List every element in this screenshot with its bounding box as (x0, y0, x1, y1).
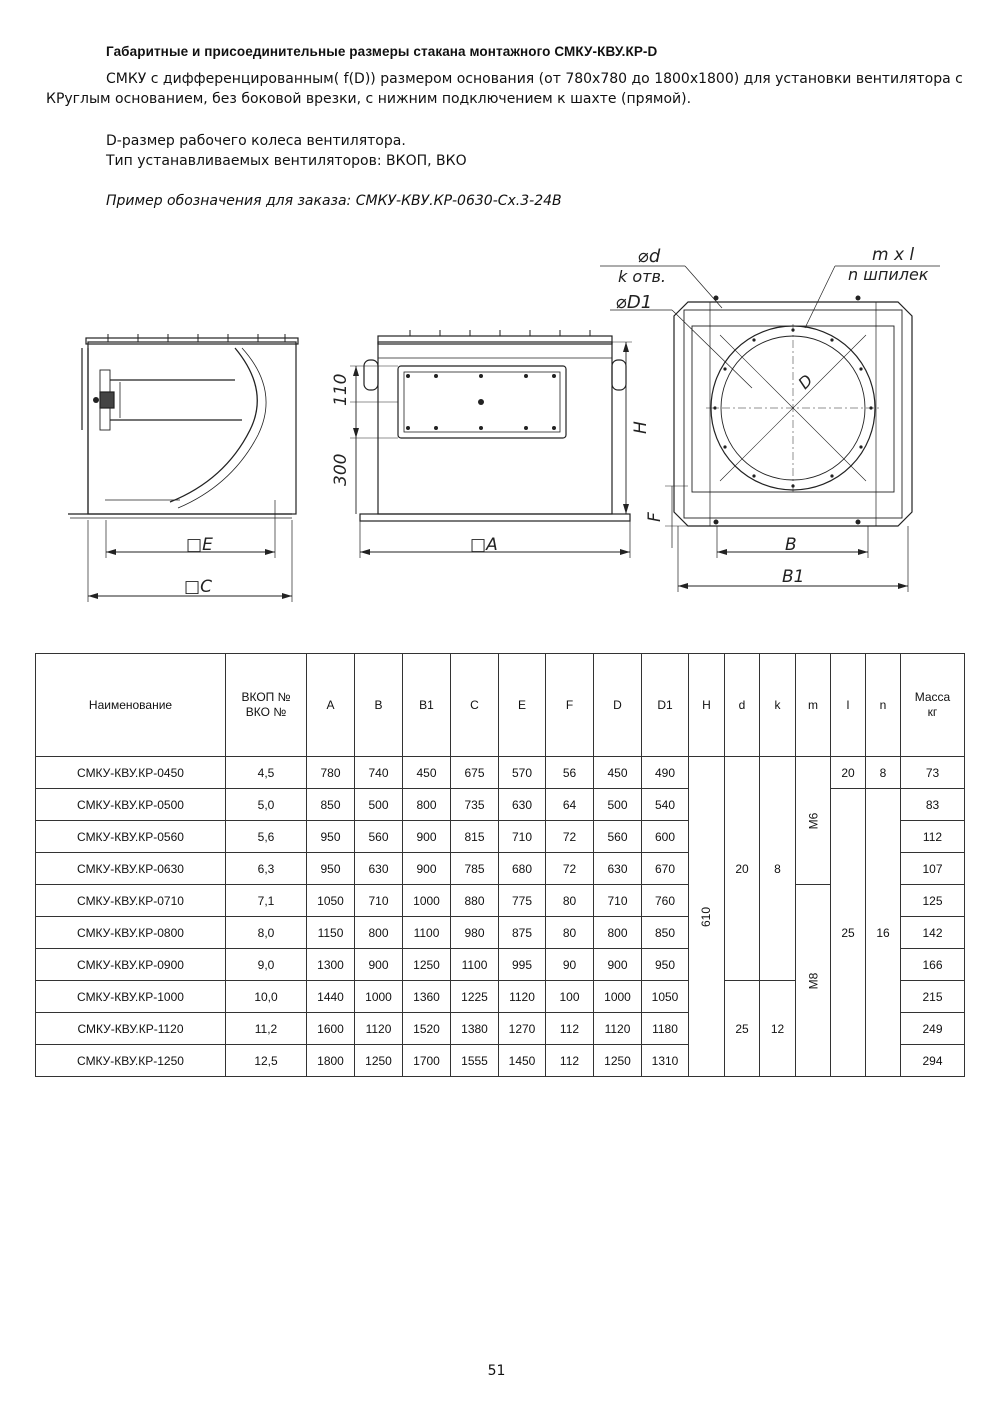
cell-A: 1800 (307, 1045, 355, 1077)
cell-fan: 6,3 (226, 853, 307, 885)
cell-B: 630 (355, 853, 403, 885)
cell-C: 1100 (451, 949, 499, 981)
cell-name: СМКУ-КВУ.КР-1000 (36, 981, 226, 1013)
cell-B1: 800 (403, 789, 451, 821)
cell-name: СМКУ-КВУ.КР-1120 (36, 1013, 226, 1045)
cell-F: 90 (546, 949, 594, 981)
cell-C: 815 (451, 821, 499, 853)
cell-mass: 112 (901, 821, 965, 853)
cell-D: 710 (594, 885, 642, 917)
cell-m-value-b: M8 (805, 972, 820, 989)
description-line-2: КРуглым основанием, без боковой врезки, с нижним подключением к шахте (прямой). (46, 91, 692, 107)
label-n-studs: n шпилек (848, 265, 929, 284)
cell-name: СМКУ-КВУ.КР-0900 (36, 949, 226, 981)
cell-l-group-a: 20 (831, 757, 866, 789)
cell-fan: 12,5 (226, 1045, 307, 1077)
cell-F: 64 (546, 789, 594, 821)
cell-C: 880 (451, 885, 499, 917)
cell-D1: 1180 (642, 1013, 689, 1045)
cell-k-group-b: 12 (760, 981, 796, 1077)
cell-C: 735 (451, 789, 499, 821)
label-H: H (631, 421, 651, 434)
cell-B: 1120 (355, 1013, 403, 1045)
cell-D1: 490 (642, 757, 689, 789)
header-fan: ВКОП № ВКО № (226, 654, 307, 757)
cell-B1: 1000 (403, 885, 451, 917)
description-line-1: СМКУ с дифференцированным( f(D)) размером основания (от 780х780 до 1800х1800) для установки вентилятора с (106, 71, 963, 87)
cell-C: 785 (451, 853, 499, 885)
cell-H-value: 610 (699, 906, 714, 927)
cell-fan: 5,0 (226, 789, 307, 821)
cell-mass: 294 (901, 1045, 965, 1077)
cell-B: 800 (355, 917, 403, 949)
table-header-row (36, 654, 965, 757)
cell-A: 1600 (307, 1013, 355, 1045)
front-view (350, 330, 632, 558)
cell-D: 500 (594, 789, 642, 821)
order-example: Пример обозначения для заказа: СМКУ-КВУ.КР-0630-Сх.3-24В (106, 193, 562, 209)
cell-name: СМКУ-КВУ.КР-0800 (36, 917, 226, 949)
cell-name: СМКУ-КВУ.КР-0500 (36, 789, 226, 821)
label-F: F (645, 512, 665, 522)
label-C: □C (184, 577, 212, 597)
label-A: □A (470, 535, 498, 555)
cell-fan: 5,6 (226, 821, 307, 853)
label-E: □E (186, 535, 213, 555)
cell-fan: 9,0 (226, 949, 307, 981)
cell-k-group-a: 8 (760, 757, 796, 981)
cell-D1: 760 (642, 885, 689, 917)
label-D: D (794, 370, 817, 393)
cell-name: СМКУ-КВУ.КР-0450 (36, 757, 226, 789)
cell-B: 1250 (355, 1045, 403, 1077)
cell-B1: 1520 (403, 1013, 451, 1045)
cell-D: 1250 (594, 1045, 642, 1077)
cell-C: 1555 (451, 1045, 499, 1077)
cell-D: 450 (594, 757, 642, 789)
cell-F: 72 (546, 821, 594, 853)
cell-l-group-b: 25 (831, 789, 866, 1077)
cell-E: 775 (499, 885, 546, 917)
cell-D1: 600 (642, 821, 689, 853)
cell-D1: 950 (642, 949, 689, 981)
cell-fan: 4,5 (226, 757, 307, 789)
cell-D: 560 (594, 821, 642, 853)
cell-E: 1450 (499, 1045, 546, 1077)
cell-A: 1440 (307, 981, 355, 1013)
cell-n-group-b: 16 (866, 789, 901, 1077)
cell-name: СМКУ-КВУ.КР-0710 (36, 885, 226, 917)
cell-mass: 249 (901, 1013, 965, 1045)
cell-B: 740 (355, 757, 403, 789)
cell-d-group-a: 20 (725, 757, 760, 981)
cell-D: 1000 (594, 981, 642, 1013)
label-B: B (785, 535, 797, 555)
impeller-note: D-размер рабочего колеса вентилятора. (106, 133, 406, 149)
cell-C: 1225 (451, 981, 499, 1013)
cell-F: 100 (546, 981, 594, 1013)
cell-D1: 1310 (642, 1045, 689, 1077)
cell-B: 900 (355, 949, 403, 981)
header-D1: D1 (642, 654, 689, 757)
cell-mass: 215 (901, 981, 965, 1013)
cell-B1: 450 (403, 757, 451, 789)
header-name: Наименование (36, 654, 226, 757)
cell-A: 950 (307, 821, 355, 853)
cell-B1: 1360 (403, 981, 451, 1013)
cell-B: 710 (355, 885, 403, 917)
cell-D1: 1050 (642, 981, 689, 1013)
table-row (36, 885, 965, 917)
cell-B1: 1250 (403, 949, 451, 981)
cell-B1: 900 (403, 821, 451, 853)
top-view (600, 266, 940, 592)
cell-A: 850 (307, 789, 355, 821)
cell-A: 1150 (307, 917, 355, 949)
header-E: E (499, 654, 546, 757)
label-300: 300 (331, 453, 351, 486)
side-section-view (68, 334, 298, 602)
header-mass: Масса кг (901, 654, 965, 757)
cell-mass: 166 (901, 949, 965, 981)
technical-drawing (60, 230, 960, 610)
cell-D: 630 (594, 853, 642, 885)
cell-D: 800 (594, 917, 642, 949)
cell-fan: 10,0 (226, 981, 307, 1013)
header-l: l (831, 654, 866, 757)
label-d: ⌀d (638, 246, 661, 267)
cell-F: 56 (546, 757, 594, 789)
cell-fan: 8,0 (226, 917, 307, 949)
cell-H-merged (689, 757, 725, 1077)
cell-E: 875 (499, 917, 546, 949)
cell-m-value-a: M6 (805, 812, 820, 829)
cell-E: 710 (499, 821, 546, 853)
cell-E: 1120 (499, 981, 546, 1013)
cell-name: СМКУ-КВУ.КР-0630 (36, 853, 226, 885)
cell-D1: 670 (642, 853, 689, 885)
cell-mass: 142 (901, 917, 965, 949)
cell-A: 780 (307, 757, 355, 789)
cell-B: 560 (355, 821, 403, 853)
cell-F: 112 (546, 1013, 594, 1045)
page-number: 51 (487, 1363, 506, 1379)
cell-m-group-a (796, 757, 831, 885)
cell-C: 1380 (451, 1013, 499, 1045)
cell-B1: 1100 (403, 917, 451, 949)
label-110: 110 (331, 373, 351, 406)
cell-name: СМКУ-КВУ.КР-0560 (36, 821, 226, 853)
cell-mass: 125 (901, 885, 965, 917)
cell-A: 1300 (307, 949, 355, 981)
header-H: H (689, 654, 725, 757)
cell-D1: 540 (642, 789, 689, 821)
cell-B: 1000 (355, 981, 403, 1013)
cell-d-group-b: 25 (725, 981, 760, 1077)
cell-n-group-a: 8 (866, 757, 901, 789)
cell-D: 900 (594, 949, 642, 981)
cell-B: 500 (355, 789, 403, 821)
cell-E: 995 (499, 949, 546, 981)
header-A: A (307, 654, 355, 757)
fan-types-note: Тип устанавливаемых вентиляторов: ВКОП, ВКО (106, 153, 467, 169)
header-D: D (594, 654, 642, 757)
label-B1: B1 (782, 567, 805, 587)
cell-B1: 1700 (403, 1045, 451, 1077)
cell-D: 1120 (594, 1013, 642, 1045)
cell-mass: 107 (901, 853, 965, 885)
cell-mass: 83 (901, 789, 965, 821)
cell-E: 630 (499, 789, 546, 821)
header-C: C (451, 654, 499, 757)
header-m: m (796, 654, 831, 757)
cell-F: 80 (546, 885, 594, 917)
cell-F: 112 (546, 1045, 594, 1077)
header-k: k (760, 654, 796, 757)
cell-name: СМКУ-КВУ.КР-1250 (36, 1045, 226, 1077)
table-row (36, 757, 965, 789)
header-n: n (866, 654, 901, 757)
cell-B1: 900 (403, 853, 451, 885)
header-F: F (546, 654, 594, 757)
cell-A: 1050 (307, 885, 355, 917)
label-k-holes: k отв. (618, 267, 666, 286)
header-B: B (355, 654, 403, 757)
label-D1: ⌀D1 (616, 292, 653, 313)
cell-C: 675 (451, 757, 499, 789)
cell-mass: 73 (901, 757, 965, 789)
header-B1: B1 (403, 654, 451, 757)
cell-fan: 7,1 (226, 885, 307, 917)
cell-A: 950 (307, 853, 355, 885)
page-title: Габаритные и присоединительные размеры стакана монтажного СМКУ-КВУ.КР-D (106, 44, 658, 59)
cell-E: 1270 (499, 1013, 546, 1045)
cell-F: 72 (546, 853, 594, 885)
cell-F: 80 (546, 917, 594, 949)
cell-E: 570 (499, 757, 546, 789)
cell-E: 680 (499, 853, 546, 885)
cell-fan: 11,2 (226, 1013, 307, 1045)
cell-m-group-b (796, 885, 831, 1077)
cell-C: 980 (451, 917, 499, 949)
dimensions-table (35, 653, 965, 1077)
cell-D1: 850 (642, 917, 689, 949)
label-mxl: m x l (872, 245, 915, 265)
header-d: d (725, 654, 760, 757)
